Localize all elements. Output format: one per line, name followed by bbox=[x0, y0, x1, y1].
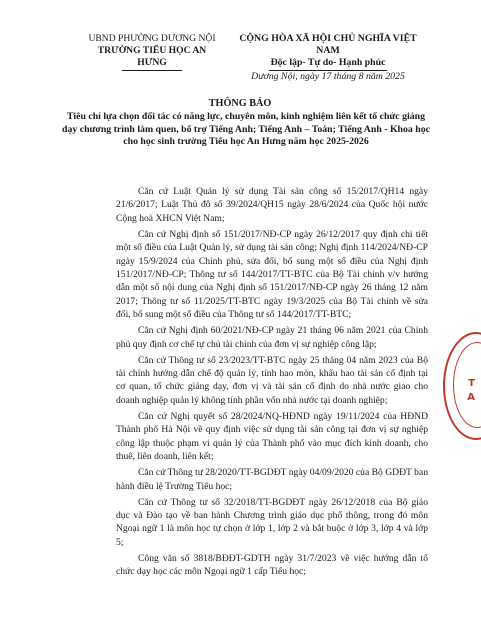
paragraph: Căn cứ Nghị định số 151/2017/NĐ-CP ngày 26/12/2017 quy định chi tiết một số điều của Luật Quản lý, sử dụng tài sản công; Nghị định 114/2024/NĐ-CP ngày 15/9/2024 của Chính phủ, sửa đổi, bổ sung một số điều của Nghị định 151/2017/NĐ-CP; Thông tư số 144/2017/TT-BTC của Bộ Tài chính v/v hướng dẫn một số nội dung của Nghị định số 151/2017/NĐ-CP ngày 26 tháng 12 năm 2017; Thông tư số 11/2025/TT-BTC ngày 19/3/2025 của Bộ Tài chính về sửa đổi, bổ sung một số điều của Thông tư số 144/2017/TT-BTC; bbox=[116, 228, 428, 321]
document-body bbox=[116, 185, 428, 581]
org-line-2: TRƯỜNG TIỂU HỌC AN HƯNG bbox=[97, 45, 207, 68]
paragraph: Căn cứ Thông tư số 23/2023/TT-BTC ngày 25 tháng 04 năm 2023 của Bộ tài chính hướng dẫn chế độ quản lý, tính hao mòn, khấu hao tài sản cố định tại cơ quan, tổ chức giảng dạy, đơn vị và tài sản cố định do nhà nước giao cho doanh nghiệp quản lý không tính phần vốn nhà nước tại doanh nghiệp; bbox=[116, 354, 428, 406]
issuing-organization bbox=[82, 33, 222, 71]
paragraph: Căn cứ Thông tư số 32/2018/TT-BGDĐT ngày 26/12/2018 của Bộ giáo dục và Đào tạo về ban hành Chương trình giáo dục phổ thông, trong đó môn Ngoại ngữ 1 là môn học tự chọn ở lớp 1, lớp 2 và bắt buộc ở lớp 3, lớp 4 và lớp 5; bbox=[116, 496, 428, 548]
paragraph: Căn cứ Nghị quyết số 28/2024/NQ-HĐND ngày 19/11/2024 của HĐND Thành phố Hà Nội về quy định việc sử dụng tài sản công tại đơn vị sự nghiệp công lập thuộc phạm vi quản lý của Thành phố vào mục đích kinh doanh, cho thuê, liên doanh, liên kết; bbox=[116, 410, 428, 463]
document-subject: Tiêu chí lựa chọn đối tác có năng lực, chuyên môn, kinh nghiệm liên kết tổ chức giảng dạy chương trình làm quen, bổ trợ Tiếng Anh; Tiếng Anh – Toán; Tiếng Anh - Khoa học cho học sinh trường Tiểu học An Hưng năm học 2025-2026 bbox=[62, 111, 430, 147]
nation-line-1: CỘNG HÒA XÃ HỘI CHỦ NGHĨA VIỆT NAM bbox=[239, 33, 417, 56]
nation-line-2: Độc lập- Tự do- Hạnh phúc bbox=[270, 57, 386, 68]
org-underline bbox=[122, 70, 182, 71]
document-title: THÔNG BÁO bbox=[208, 98, 272, 109]
org-line-1: UBND PHƯỜNG DƯƠNG NỘI bbox=[88, 33, 216, 44]
seal-lettering: T bbox=[468, 378, 475, 389]
seal-lettering: A bbox=[467, 392, 475, 403]
paragraph: Căn cứ Luật Quản lý sử dụng Tài sản công số 15/2017/QH14 ngày 21/6/2017; Luật Thủ đô số 39/2024/QH15 ngày 28/6/2024 của Quốc hội nước Cộng hoà XHCN Việt Nam; bbox=[116, 186, 428, 224]
national-motto bbox=[228, 33, 428, 71]
paragraph: Công văn số 3818/BĐĐT-GDTH ngày 31/7/2023 về việc hướng dẫn tổ chức dạy học các môn Ngoại ngữ 1 cấp Tiểu học; bbox=[116, 552, 428, 578]
paragraph: Căn cứ Nghị định 60/2021/NĐ-CP ngày 21 tháng 06 năm 2021 của Chính phủ quy định cơ chế tự chủ tài chính của đơn vị sự nghiệp công lập; bbox=[116, 325, 428, 350]
issue-date: Dương Nội, ngày 17 tháng 8 năm 2025 bbox=[251, 71, 405, 82]
paragraph: Căn cứ Thông tư 28/2020/TT-BGDĐT ngày 04/09/2020 của Bộ GDĐT ban hành điều lệ Trường Tiểu học; bbox=[116, 467, 428, 492]
